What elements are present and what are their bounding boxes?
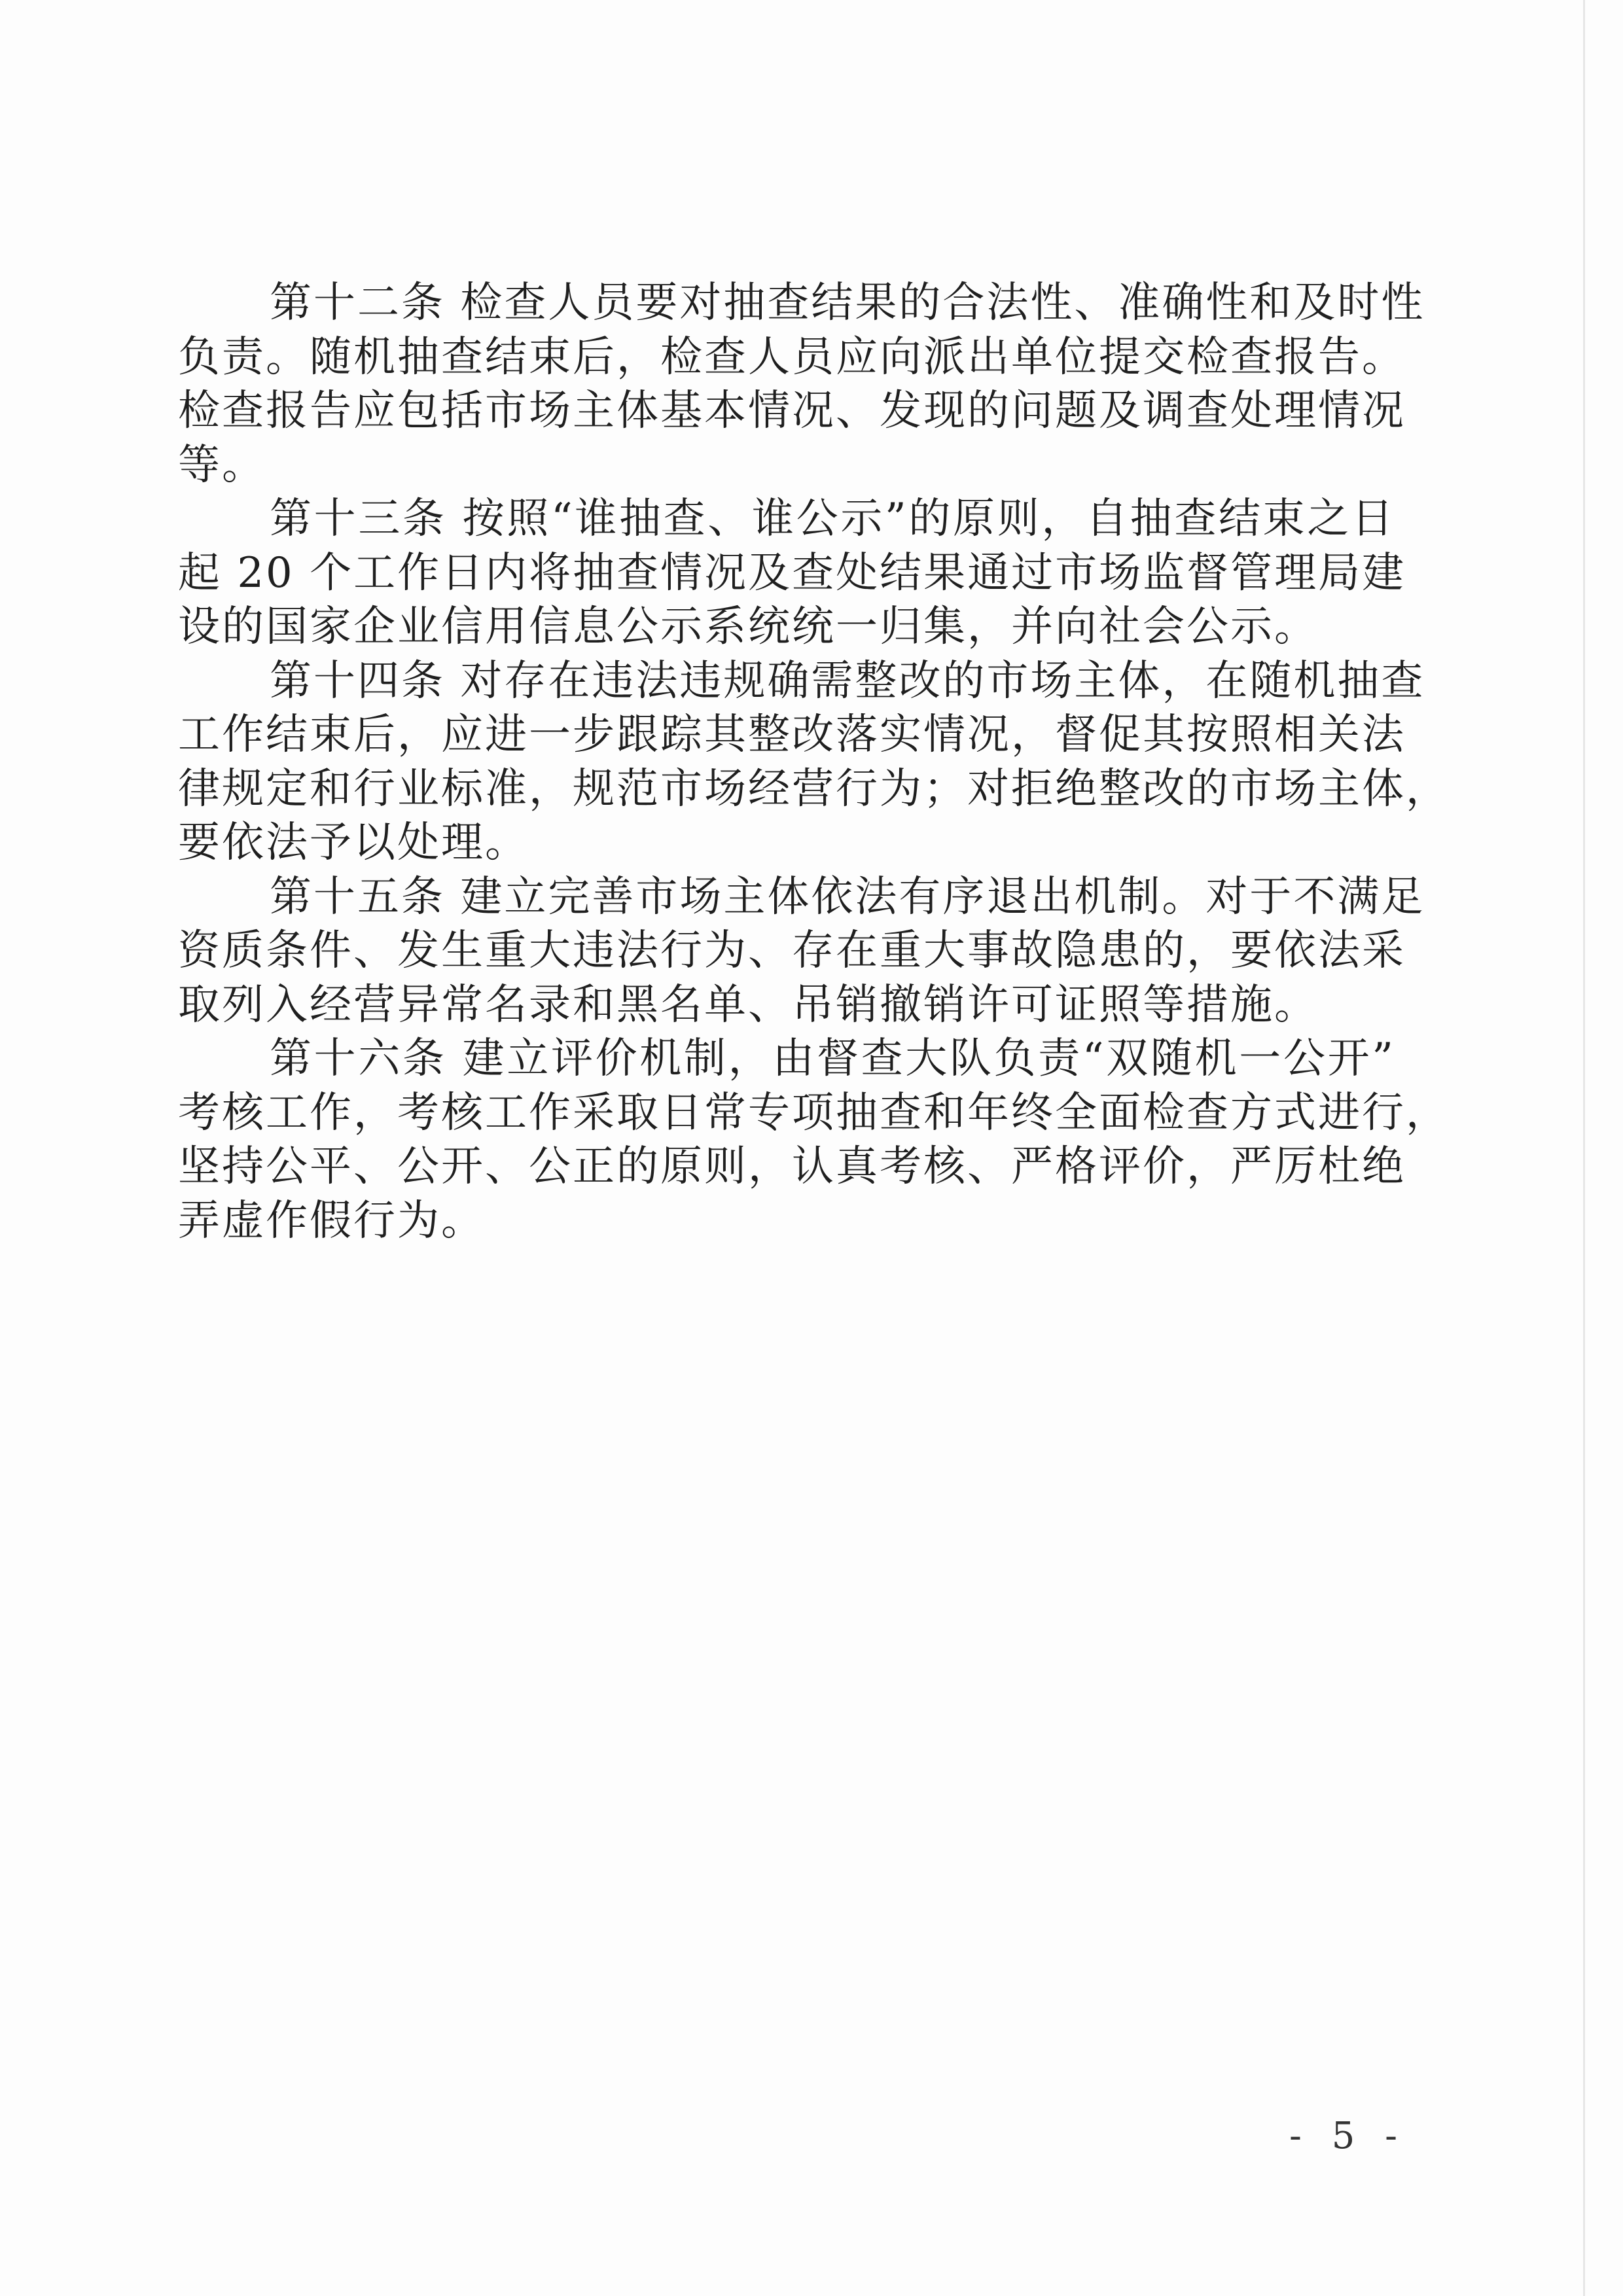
text-line: 第十四条 对存在违法违规确需整改的市场主体，在随机抽查 [270, 656, 1425, 705]
text-line: 坚持公平、公开、公正的原则，认真考核、严格评价，严厉杜绝 [178, 1142, 1406, 1191]
text-line: 第十二条 检查人员要对抽查结果的合法性、准确性和及时性 [270, 279, 1425, 327]
paragraph-article-13 [178, 492, 1406, 654]
scan-edge-line [1583, 0, 1585, 2296]
text-line: 要依法予以处理。 [178, 819, 529, 867]
page-number: - 5 - [1289, 2115, 1407, 2157]
paragraph-article-15 [178, 870, 1425, 1033]
text-line: 取列入经营异常名录和黑名单、吊销撤销许可证照等措施。 [178, 980, 1318, 1029]
text-line: 检查报告应包括市场主体基本情况、发现的问题及调查处理情况 [178, 387, 1406, 435]
text-line: 起 20 个工作日内将抽查情况及查处结果通过市场监督管理局建 [178, 548, 1406, 597]
document-body [178, 276, 1450, 1248]
text-line: 等。 [178, 440, 266, 489]
paragraph-article-14 [178, 654, 1450, 870]
text-line: 工作结束后，应进一步跟踪其整改落实情况，督促其按照相关法 [178, 711, 1406, 759]
text-line: 弄虚作假行为。 [178, 1196, 485, 1245]
text-line: 资质条件、发生重大违法行为、存在重大事故隐患的，要依法采 [178, 927, 1406, 975]
text-line: 第十五条 建立完善市场主体依法有序退出机制。对于不满足 [270, 872, 1425, 921]
text-line: 设的国家企业信用信息公示系统统一归集，并向社会公示。 [178, 603, 1318, 651]
paragraph-article-12 [178, 276, 1425, 492]
text-line: 律规定和行业标准，规范市场经营行为；对拒绝整改的市场主体， [178, 764, 1450, 813]
text-line: 第十三条 按照“谁抽查、谁公示”的原则，自抽查结束之日 [270, 495, 1395, 543]
text-line: 考核工作，考核工作采取日常专项抽查和年终全面检查方式进行， [178, 1088, 1450, 1137]
text-line: 负责。随机抽查结束后，检查人员应向派出单位提交检查报告。 [178, 332, 1406, 381]
paragraph-article-16 [178, 1032, 1450, 1248]
text-line: 第十六条 建立评价机制，由督查大队负责“双随机一公开” [270, 1034, 1395, 1083]
